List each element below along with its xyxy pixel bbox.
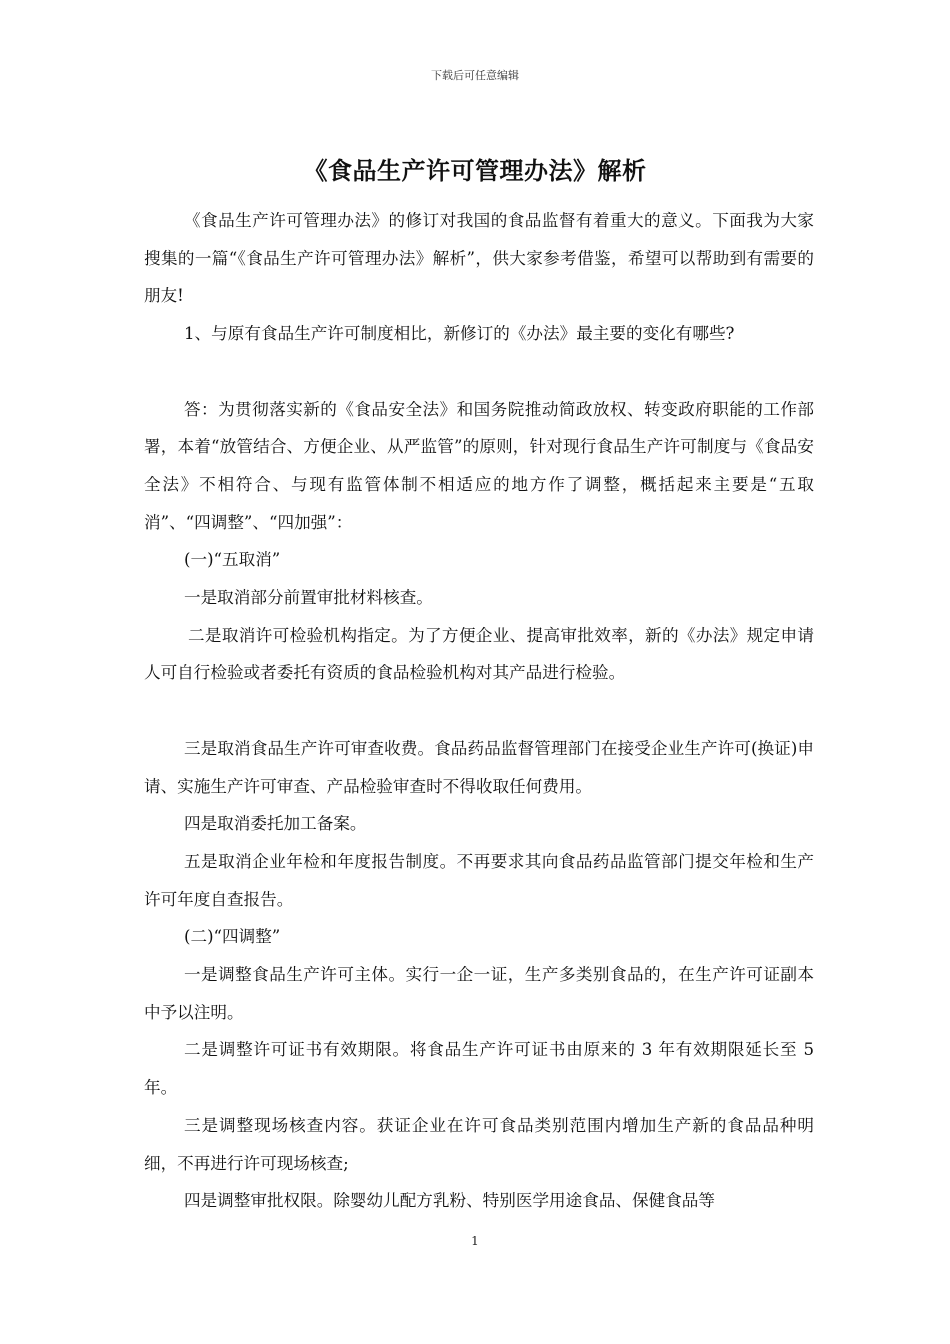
- paragraph-cancel-3: 三是取消食品生产许可审查收费。食品药品监督管理部门在接受企业生产许可(换证)申请、实施生产许可审查、产品检验审查时不得收取任何费用。: [144, 738, 814, 796]
- paragraph-cancel-5: 五是取消企业年检和年度报告制度。不再要求其向食品药品监管部门提交年检和生产许可年度自查报告。: [144, 851, 814, 909]
- section-heading-five-cancellations: (一)“五取消”: [184, 550, 281, 570]
- paragraph-adjust-4: 四是调整审批权限。除婴幼儿配方乳粉、特别医学用途食品、保健食品等: [184, 1191, 715, 1211]
- paragraph-adjust-1: 一是调整食品生产许可主体。实行一企一证，生产多类别食品的，在生产许可证副本中予以注明。: [144, 965, 814, 1022]
- paragraph-adjust-2: 二是调整许可证书有效期限。将食品生产许可证书由原来的 3 年有效期限延长至 5 年。: [144, 1040, 814, 1098]
- blank-line: [144, 692, 814, 730]
- paragraph-adjust-3: 三是调整现场核查内容。获证企业在许可食品类别范围内增加生产新的食品品种明细，不再进行许可现场核查;: [144, 1115, 814, 1173]
- paragraph-intro: 《食品生产许可管理办法》的修订对我国的食品监督有着重大的意义。下面我为大家搜集的一篇“《食品生产许可管理办法》解析”，供大家参考借鉴，希望可以帮助到有需要的朋友!: [144, 211, 814, 306]
- paragraph-answer: 答：为贯彻落实新的《食品安全法》和国务院推动简政放权、转变政府职能的工作部署，本着“放管结合、方便企业、从严监管”的原则，针对现行食品生产许可制度与《食品安全法》不相符合、与现有监管体制不相适应的地方作了调整，概括起来主要是“五取消”、“四调整”、“四加强”：: [144, 399, 814, 532]
- page-header: 下载后可任意编辑: [431, 69, 519, 82]
- section-heading-four-adjustments: (二)“四调整”: [184, 927, 281, 947]
- paragraph-cancel-2: 二是取消许可检验机构指定。为了方便企业、提高审批效率，新的《办法》规定申请人可自行检验或者委托有资质的食品检验机构对其产品进行检验。: [144, 625, 814, 683]
- document-body: [144, 202, 814, 1220]
- paragraph-cancel-1: 一是取消部分前置审批材料核查。: [184, 588, 433, 608]
- paragraph-question-1: 1、与原有食品生产许可制度相比，新修订的《办法》最主要的变化有哪些?: [184, 324, 735, 344]
- page-number: 1: [471, 1234, 479, 1248]
- document-title: 《食品生产许可管理办法》解析: [303, 156, 647, 185]
- blank-line: [144, 353, 814, 391]
- paragraph-cancel-4: 四是取消委托加工备案。: [184, 814, 367, 834]
